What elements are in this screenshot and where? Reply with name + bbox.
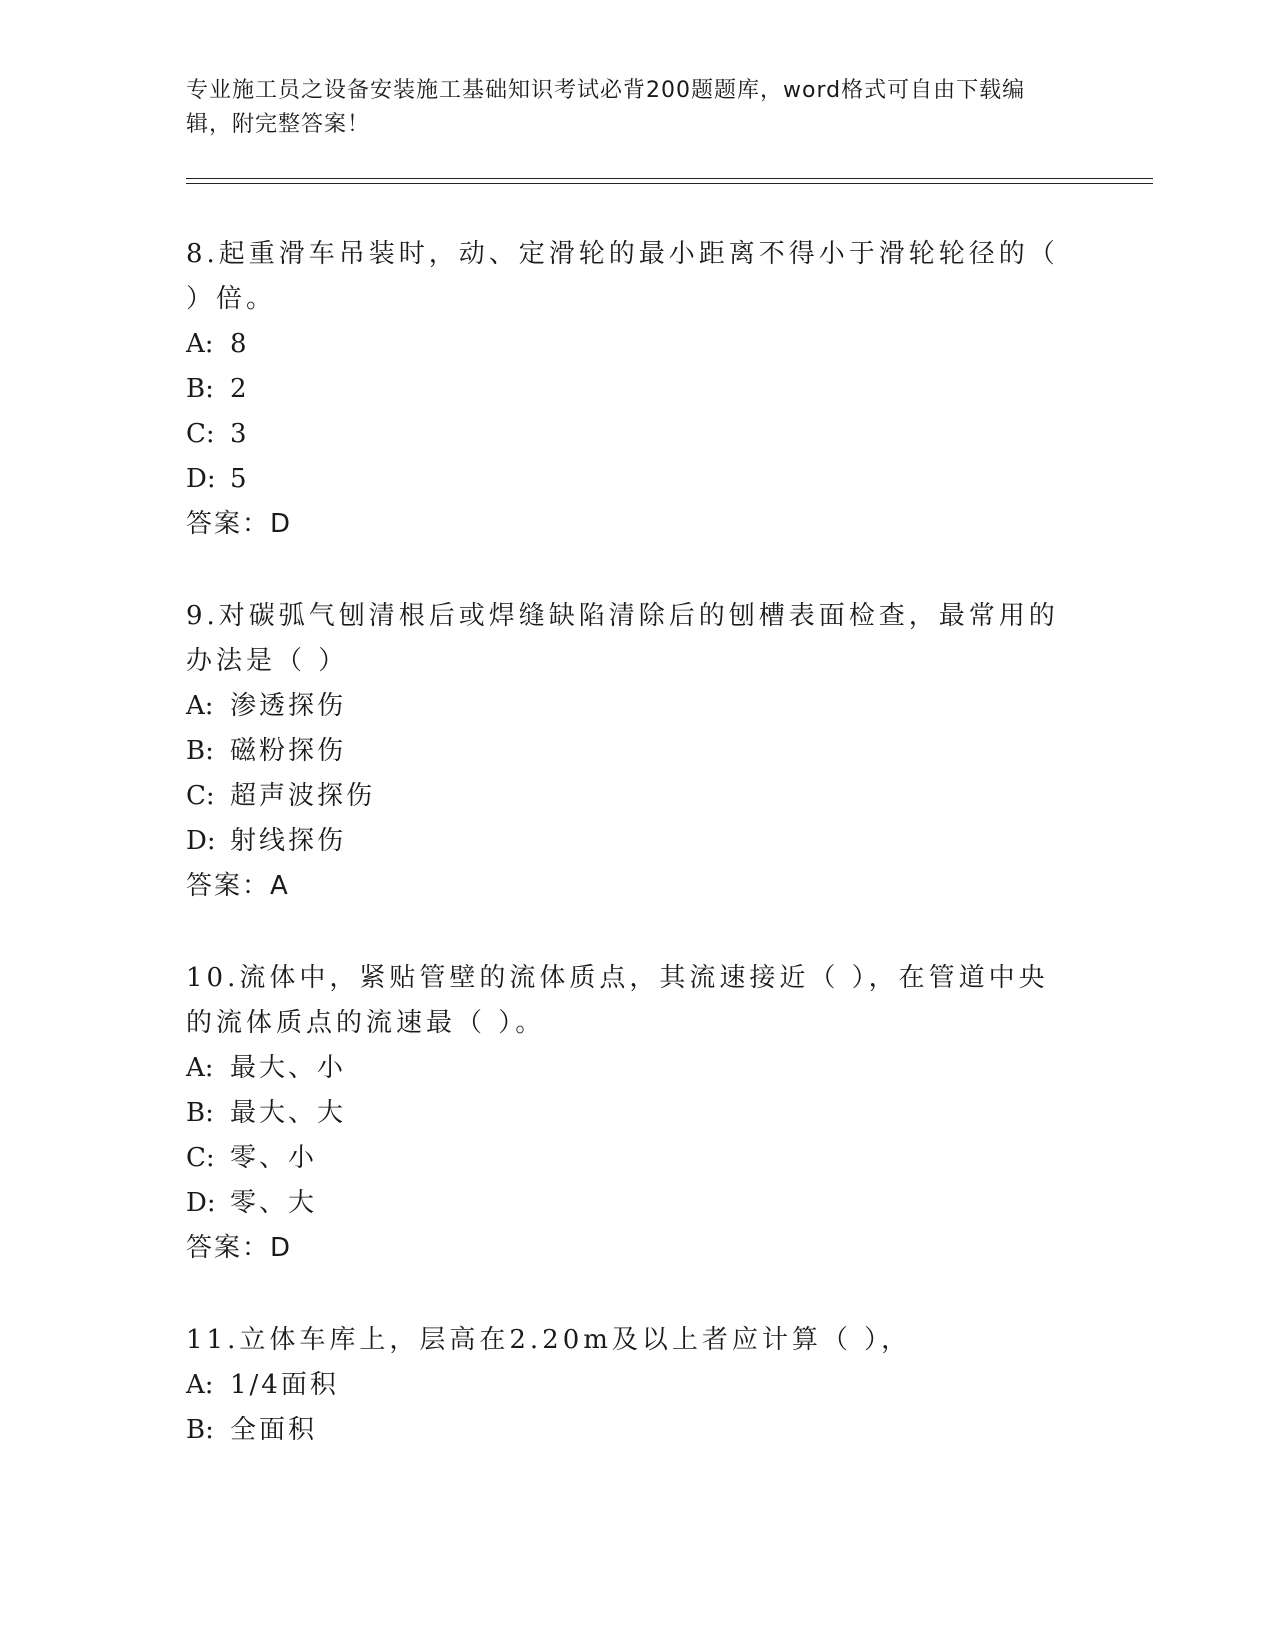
option-text: 1/4面积 xyxy=(230,1370,339,1400)
option-a xyxy=(186,684,1086,729)
question-stem: 9.对碳弧气刨清根后或焊缝缺陷清除后的刨槽表面检查，最常用的办法是（ ） xyxy=(186,601,1059,676)
option-d xyxy=(186,1181,1086,1226)
option-text: 3 xyxy=(230,419,250,449)
answer-line: 答案：D xyxy=(186,1233,293,1263)
option-b xyxy=(186,1408,1086,1453)
option-text: 渗透探伤 xyxy=(230,691,347,721)
option-text: 全面积 xyxy=(230,1415,318,1445)
option-label: D: xyxy=(186,1188,216,1218)
question-8 xyxy=(186,232,1086,547)
option-label: A: xyxy=(186,329,214,359)
option-b xyxy=(186,367,1086,412)
option-text: 射线探伤 xyxy=(230,826,347,856)
option-text: 零、小 xyxy=(230,1143,318,1173)
option-label: C: xyxy=(186,781,215,811)
option-text: 8 xyxy=(230,329,250,359)
answer-line: 答案：A xyxy=(186,871,290,901)
option-d xyxy=(186,819,1086,864)
option-c xyxy=(186,1136,1086,1181)
answer-line: 答案：D xyxy=(186,509,293,539)
option-text: 超声波探伤 xyxy=(230,781,376,811)
option-label: B: xyxy=(186,374,214,404)
option-text: 5 xyxy=(230,464,250,494)
option-text: 2 xyxy=(230,374,250,404)
option-label: A: xyxy=(186,1053,214,1083)
option-text: 最大、小 xyxy=(230,1053,347,1083)
document-header: 专业施工员之设备安装施工基础知识考试必背200题题库，word格式可自由下载编辑，附完整答案！ xyxy=(186,78,1026,137)
option-label: C: xyxy=(186,419,215,449)
header-rule-top xyxy=(186,178,1153,179)
option-a xyxy=(186,322,1086,367)
question-10 xyxy=(186,956,1086,1271)
option-a xyxy=(186,1046,1086,1091)
option-label: B: xyxy=(186,1415,214,1445)
option-a xyxy=(186,1363,1086,1408)
option-label: B: xyxy=(186,736,214,766)
header-rule-bottom xyxy=(186,183,1153,184)
question-stem: 10.流体中，紧贴管壁的流体质点，其流速接近（ ），在管道中央的流体质点的流速最（ ）。 xyxy=(186,963,1049,1038)
option-c xyxy=(186,774,1086,819)
option-label: C: xyxy=(186,1143,215,1173)
option-text: 最大、大 xyxy=(230,1098,347,1128)
option-label: D: xyxy=(186,464,216,494)
option-b xyxy=(186,1091,1086,1136)
question-stem: 11.立体车库上，层高在2.20m及以上者应计算（ ）， xyxy=(186,1325,912,1355)
option-label: B: xyxy=(186,1098,214,1128)
option-text: 磁粉探伤 xyxy=(230,736,347,766)
option-b xyxy=(186,729,1086,774)
question-stem: 8.起重滑车吊装时，动、定滑轮的最小距离不得小于滑轮轮径的（ ）倍。 xyxy=(186,239,1059,314)
option-d xyxy=(186,457,1086,502)
option-text: 零、大 xyxy=(230,1188,318,1218)
option-label: A: xyxy=(186,1370,214,1400)
option-c xyxy=(186,412,1086,457)
question-9 xyxy=(186,594,1086,909)
question-11 xyxy=(186,1318,1086,1453)
option-label: A: xyxy=(186,691,214,721)
option-label: D: xyxy=(186,826,216,856)
